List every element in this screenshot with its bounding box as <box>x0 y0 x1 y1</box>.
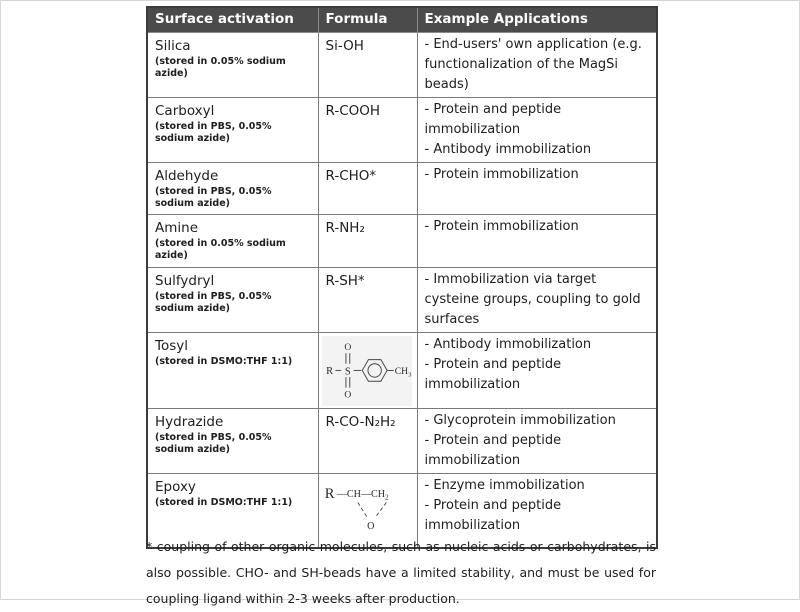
header-surface-activation: Surface activation <box>147 7 318 32</box>
tosyl-r-label: R <box>325 365 333 377</box>
surface-name: Silica <box>155 37 191 54</box>
application-line: - Protein and peptide immobilization <box>424 432 562 468</box>
table-row-amine <box>147 214 657 267</box>
tosyl-methyl-label: $CH_3$ <box>394 365 411 379</box>
surface-name: Hydrazide <box>155 413 224 430</box>
application-line: - Protein and peptide immobilization <box>424 101 562 137</box>
header-example-applications: Example Applications <box>417 7 657 32</box>
table-row-sulfydryl <box>147 267 657 332</box>
application-line: - Enzyme immobilization <box>424 477 585 493</box>
footnote-line: also possible. CHO- and SH-beads have a limited stability, and must be used for <box>146 565 656 580</box>
footnote <box>146 534 656 612</box>
formula-text: R-SH* <box>325 272 365 289</box>
storage-note: (stored in DSMO:THF 1:1) <box>155 496 293 508</box>
surface-name: Carboxyl <box>155 102 215 119</box>
application-line: - Protein immobilization <box>424 166 579 182</box>
storage-note: (stored in PBS, 0.05% sodium azide) <box>155 431 272 455</box>
storage-note: (stored in PBS, 0.05% sodium azide) <box>155 185 272 209</box>
epoxy-chain-label: $—CH—CH_2$ <box>336 488 389 502</box>
application-line: - End-users' own application (e.g. functionalization of the MagSi beads) <box>424 36 642 92</box>
application-line: - Immobilization via target cysteine groups, coupling to gold surfaces <box>424 271 641 327</box>
table-row-hydrazide <box>147 408 657 473</box>
surface-name: Aldehyde <box>155 167 219 184</box>
table-row-tosyl <box>147 332 657 408</box>
storage-note: (stored in 0.05% sodium azide) <box>155 55 286 79</box>
application-line: - Protein and peptide immobilization <box>424 356 562 392</box>
formula-text: R-NH₂ <box>325 219 365 236</box>
formula-text: R-CO-N₂H₂ <box>325 413 396 430</box>
application-line: - Protein immobilization <box>424 218 579 234</box>
tosyl-o-bottom-label: O <box>343 389 351 401</box>
table-row-carboxyl <box>147 97 657 162</box>
storage-note: (stored in PBS, 0.05% sodium azide) <box>155 290 272 314</box>
tosyl-structure-svg <box>322 336 412 402</box>
surface-name: Sulfydryl <box>155 272 215 289</box>
formula-text: R-CHO* <box>325 167 377 184</box>
application-line: - Antibody immobilization <box>424 336 592 352</box>
tosyl-structure-image <box>322 336 412 406</box>
table-row-aldehyde <box>147 162 657 214</box>
epoxy-structure-image <box>322 477 410 543</box>
tosyl-s-label: S <box>344 365 351 377</box>
application-line: - Protein and peptide immobilization <box>424 497 562 533</box>
table-header-row <box>147 7 657 32</box>
formula-text: R-COOH <box>325 102 381 119</box>
epoxy-o-label: O <box>366 520 374 532</box>
table-row-silica <box>147 32 657 97</box>
application-line: - Glycoprotein immobilization <box>424 412 616 428</box>
header-formula: Formula <box>318 7 417 32</box>
surface-name: Epoxy <box>155 478 196 495</box>
formula-text: Si-OH <box>325 37 364 54</box>
application-line: - Antibody immobilization <box>424 141 592 157</box>
surface-name: Tosyl <box>155 337 188 354</box>
storage-note: (stored in PBS, 0.05% sodium azide) <box>155 120 272 144</box>
storage-note: (stored in DSMO:THF 1:1) <box>155 355 293 367</box>
epoxy-structure-svg <box>322 477 414 539</box>
storage-note: (stored in 0.05% sodium azide) <box>155 237 286 261</box>
surface-activation-table <box>146 6 658 549</box>
epoxy-r-label: R <box>324 485 335 502</box>
surface-name: Amine <box>155 219 198 236</box>
footnote-line: coupling ligand within 2-3 weeks after production. <box>146 591 460 606</box>
tosyl-o-top-label: O <box>343 341 351 353</box>
footnote-line: * coupling of other organic molecules, such as nucleic acids or carbohydrates, is <box>146 539 656 554</box>
